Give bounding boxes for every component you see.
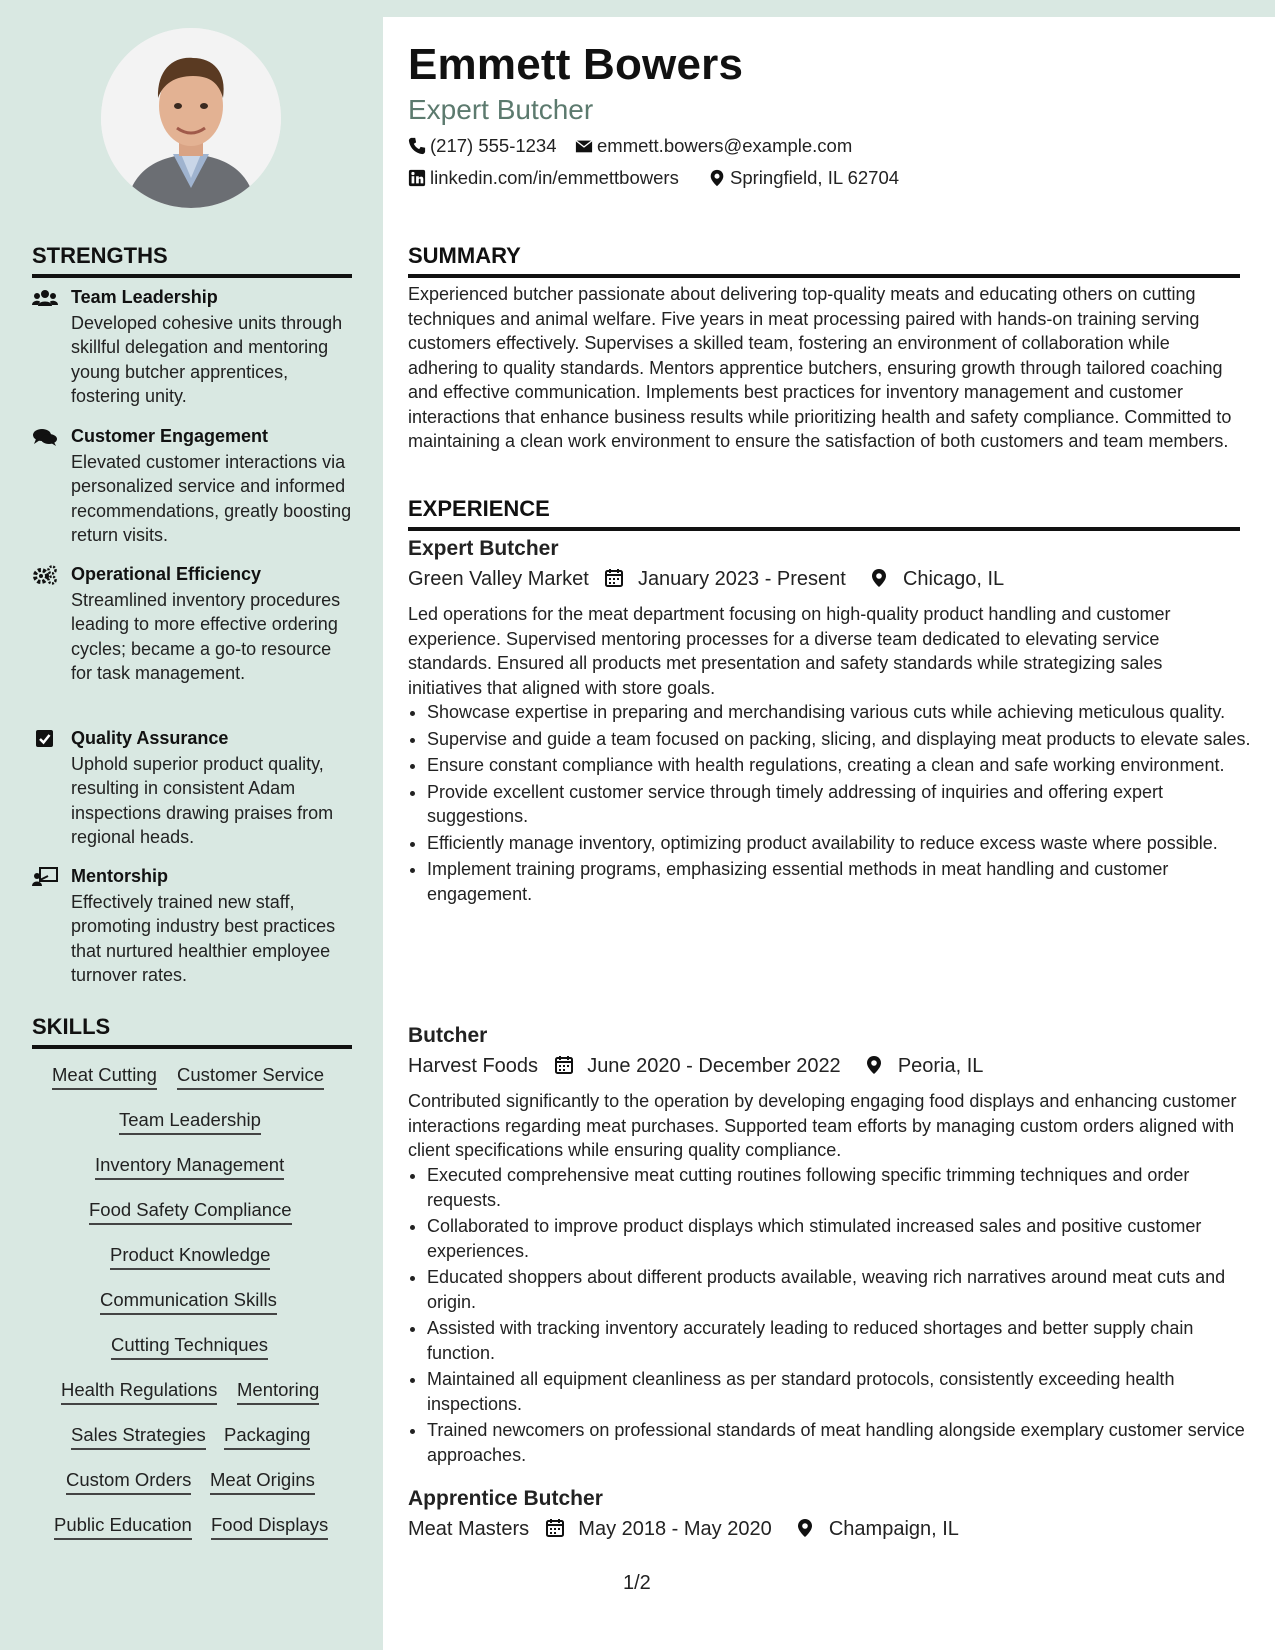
skill-tag: Custom Orders — [66, 1469, 191, 1495]
job-bullets — [408, 700, 1259, 908]
calendar-icon — [604, 568, 624, 588]
job-bullet: • Implement training programs, emphasizing essential methods in meat handling and customer engagement. — [427, 857, 1259, 906]
skill-tag: Communication Skills — [100, 1289, 277, 1315]
job-role: Expert Butcher — [408, 94, 594, 125]
company-name: Harvest Foods — [408, 1055, 539, 1077]
linkedin-icon — [408, 169, 426, 187]
teacher-icon — [32, 867, 58, 887]
job-bullet: • Efficiently manage inventory, optimizing product availability to reduce excess waste where possible. — [427, 831, 1259, 856]
job-location: Champaign, IL — [828, 1518, 959, 1540]
company-name: Green Valley Market — [408, 568, 589, 590]
job-bullet: • Executed comprehensive meat cutting routines following specific trimming techniques and order requests. — [427, 1163, 1259, 1212]
strength-title: Operational Efficiency — [71, 564, 262, 584]
skill-tag: Customer Service — [177, 1064, 324, 1090]
job-bullet: • Ensure constant compliance with health regulations, creating a clean and safe working environment. — [427, 753, 1259, 778]
job-title: Butcher — [408, 1024, 488, 1047]
phone-icon — [408, 137, 426, 155]
skill-tag: Team Leadership — [119, 1109, 261, 1135]
job-bullet: • Educated shoppers about different products available, weaving rich narratives around meat cuts and origin. — [427, 1265, 1259, 1314]
map-pin-icon — [864, 1055, 884, 1075]
job-bullet: • Maintained all equipment cleanliness as per standard protocols, consistently exceeding health inspections. — [427, 1367, 1259, 1416]
map-pin-icon — [869, 568, 889, 588]
strength-text: Developed cohesive units through skillful delegation and mentoring young butcher apprentices, fostering unity. — [71, 313, 343, 406]
skills-title: SKILLS — [32, 1014, 352, 1049]
chat-icon — [32, 427, 58, 447]
job-meta — [408, 568, 1004, 591]
strength-text: Streamlined inventory procedures leading to more effective ordering cycles; became a go-to resource for task management. — [71, 590, 341, 683]
map-pin-icon — [795, 1518, 815, 1538]
summary-text: Experienced butcher passionate about delivering top-quality meats and educating others on cutting techniques and animal welfare. Five years in meat processing paired with hands-on training serving customers effectively. Supervises a skilled team, fostering an environment of collaboration while adhering to quality standards. Mentors apprentice butchers, ensuring growth through tailored coaching and effective communication. Implements best practices for inventory management and customer interactions that enhance business results while prioritizing health and safety compliance. Committed to maintaining a clean work environment to ensure the satisfaction of both customers and team members. — [408, 284, 1232, 451]
skill-tag: Public Education — [54, 1514, 192, 1540]
strength-title: Mentorship — [71, 866, 168, 886]
strength-title: Customer Engagement — [71, 426, 269, 446]
strength-text: Uphold superior product quality, resulting in consistent Adam inspections drawing praises from regional heads. — [71, 754, 334, 847]
strength-title: Team Leadership — [71, 287, 218, 307]
page-number: 1/2 — [623, 1572, 651, 1594]
experience-title: EXPERIENCE — [408, 496, 1240, 531]
job-meta — [408, 1518, 959, 1541]
linkedin-text[interactable]: linkedin.com/in/emmettbowers — [430, 167, 679, 188]
skill-tag: Cutting Techniques — [111, 1334, 268, 1360]
skill-tag: Meat Origins — [210, 1469, 315, 1495]
skill-tag: Packaging — [224, 1424, 310, 1450]
skill-tag: Product Knowledge — [110, 1244, 270, 1270]
location-contact — [708, 167, 899, 189]
skill-tag: Food Displays — [211, 1514, 328, 1540]
job-bullet: • Showcase expertise in preparing and merchandising various cuts while achieving meticulous quality. — [427, 700, 1259, 725]
company-name: Meat Masters — [408, 1518, 530, 1540]
job-title: Expert Butcher — [408, 537, 559, 560]
job-location: Chicago, IL — [902, 568, 1005, 590]
map-pin-icon — [708, 169, 726, 187]
skill-tag: Meat Cutting — [52, 1064, 157, 1090]
job-title: Apprentice Butcher — [408, 1487, 603, 1510]
strength-text: Elevated customer interactions via personalized service and informed recommendations, greatly boosting return visits. — [71, 452, 352, 545]
email-contact[interactable] — [575, 135, 852, 157]
gears-icon — [32, 565, 58, 585]
linkedin-contact[interactable] — [408, 167, 679, 189]
summary-title: SUMMARY — [408, 243, 1240, 278]
job-dates: June 2020 - December 2022 — [587, 1055, 841, 1077]
calendar-icon — [545, 1518, 565, 1538]
job-location: Peoria, IL — [897, 1055, 984, 1077]
profile-photo — [101, 28, 281, 208]
users-icon — [32, 288, 58, 308]
skill-tag: Sales Strategies — [71, 1424, 206, 1450]
strength-text: Effectively trained new staff, promoting industry best practices that nurtured healthier employee turnover rates. — [71, 892, 336, 985]
phone-text: (217) 555-1234 — [430, 135, 557, 156]
job-bullet: • Assisted with tracking inventory accurately leading to reduced shortages and better supply chain function. — [427, 1316, 1259, 1365]
skill-tag: Inventory Management — [95, 1154, 284, 1180]
avatar — [101, 28, 281, 208]
phone-contact — [408, 135, 557, 157]
strength-title: Quality Assurance — [71, 728, 229, 748]
job-bullet: • Trained newcomers on professional standards of meat handling alongside exemplary customer service approaches. — [427, 1418, 1259, 1467]
job-bullet: • Collaborated to improve product displays which stimulated increased sales and positive customer experiences. — [427, 1214, 1259, 1263]
strengths-title: STRENGTHS — [32, 243, 352, 278]
checkbox-icon — [32, 729, 58, 749]
person-name: Emmett Bowers — [408, 40, 744, 89]
skill-tag: Mentoring — [237, 1379, 319, 1405]
envelope-icon — [575, 137, 593, 155]
top-accent-strip — [383, 0, 1275, 17]
job-bullets — [408, 1163, 1259, 1469]
job-dates: May 2018 - May 2020 — [578, 1518, 772, 1540]
location-text: Springfield, IL 62704 — [730, 167, 900, 188]
job-bullet: • Provide excellent customer service through timely addressing of inquiries and offering expert suggestions. — [427, 780, 1259, 829]
email-text[interactable]: emmett.bowers@example.com — [597, 135, 853, 156]
job-description: Led operations for the meat department focusing on high-quality product handling and customer experience. Supervised mentoring processes for a diverse team dedicated to elevating service standards. Ensured all products met presentation and safety standards while strategizing sales initiatives that aligned with store goals. — [408, 604, 1171, 698]
job-description: Contributed significantly to the operation by developing engaging food displays and enhancing customer interactions regarding meat purchases. Supported team efforts by managing custom orders aligned with client specifications while ensuring quality compliance. — [408, 1091, 1237, 1160]
job-meta — [408, 1055, 983, 1078]
calendar-icon — [554, 1055, 574, 1075]
skill-tag: Health Regulations — [61, 1379, 217, 1405]
skill-tag: Food Safety Compliance — [89, 1199, 292, 1225]
job-dates: January 2023 - Present — [637, 568, 846, 590]
job-bullet: • Supervise and guide a team focused on packing, slicing, and displaying meat products to elevate sales. — [427, 727, 1259, 752]
